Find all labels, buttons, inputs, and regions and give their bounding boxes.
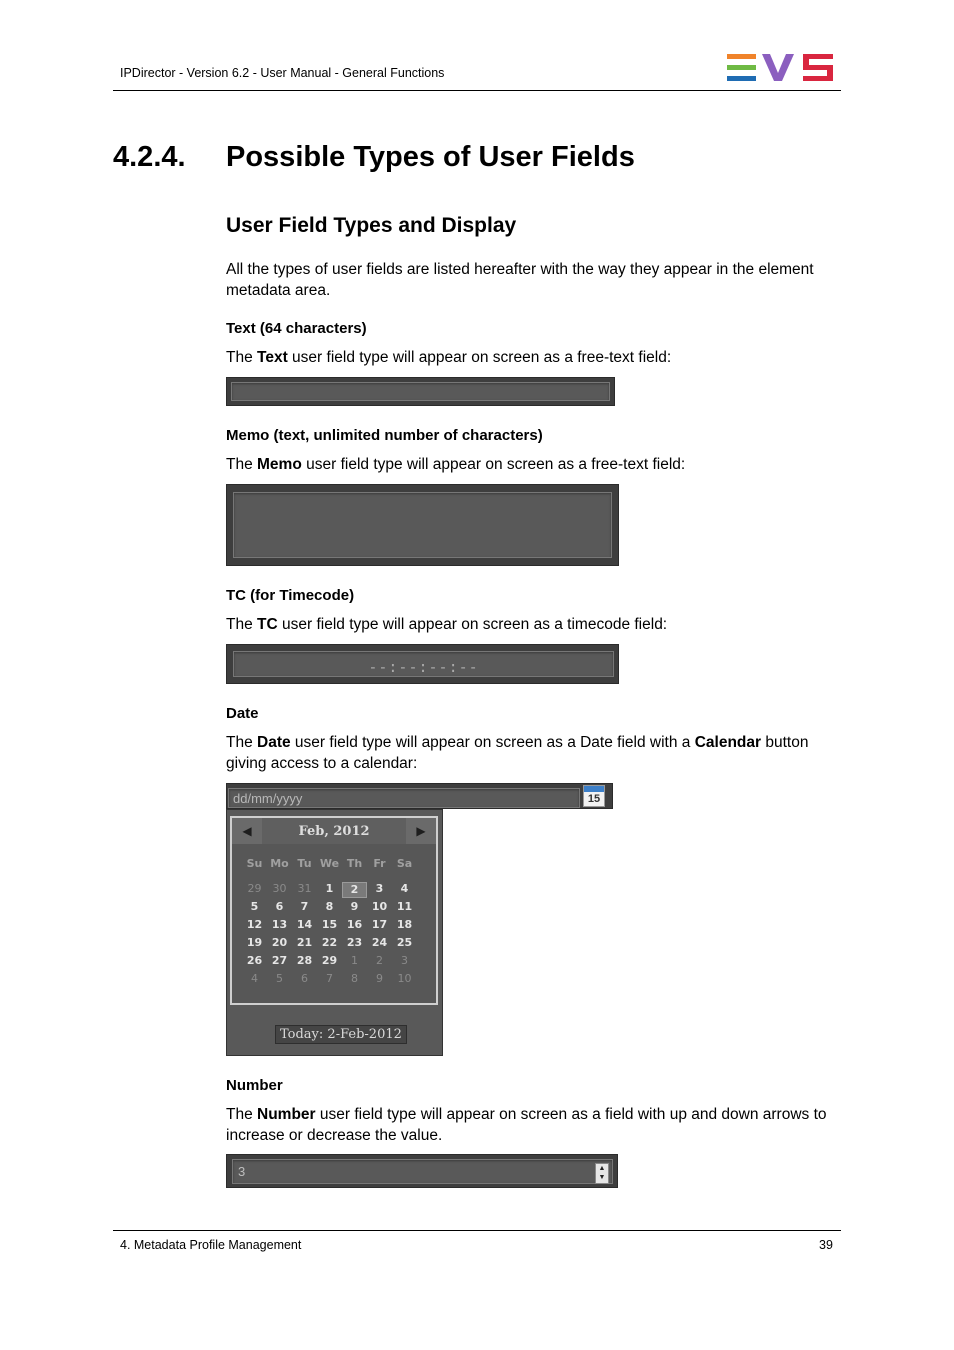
weekday-label: We (319, 857, 340, 870)
calendar-day[interactable]: 19 (246, 936, 263, 949)
date-placeholder: dd/mm/yyyy (233, 791, 303, 806)
calendar-day[interactable]: 8 (351, 972, 358, 985)
calendar-day[interactable]: 15 (321, 918, 338, 931)
header-rule (113, 90, 841, 91)
weekday-label: Fr (373, 857, 386, 870)
calendar-day[interactable]: 7 (300, 900, 309, 913)
timecode-input[interactable] (233, 651, 614, 677)
timecode-value: --:--:--:-- (368, 658, 479, 676)
number-spinner[interactable] (595, 1163, 609, 1184)
calendar-day[interactable]: 10 (371, 900, 388, 913)
footer-rule (113, 1230, 841, 1231)
calendar-day[interactable]: 8 (325, 900, 334, 913)
calendar-day[interactable]: 30 (272, 882, 287, 895)
down-arrow-icon[interactable]: ▼ (598, 1174, 606, 1181)
weekday-label: Su (246, 857, 263, 870)
calendar-day[interactable]: 12 (246, 918, 263, 931)
date-field-heading: Date (226, 705, 259, 722)
calendar-day[interactable]: 3 (401, 954, 408, 967)
calendar-day[interactable]: 5 (250, 900, 259, 913)
section-heading (113, 141, 635, 174)
number-input[interactable] (232, 1159, 613, 1184)
weekday-label: Th (346, 857, 363, 870)
calendar-icon (584, 786, 604, 792)
calendar-header (232, 818, 436, 844)
calendar-day[interactable]: 17 (371, 918, 388, 931)
calendar-icon-number: 15 (587, 793, 601, 805)
calendar-day[interactable]: 18 (396, 918, 413, 931)
tc-field-sample (226, 644, 619, 684)
calendar-button[interactable] (583, 785, 605, 807)
date-field-sample (226, 783, 613, 809)
text-field-heading: Text (64 characters) (226, 320, 367, 337)
calendar-day[interactable]: 6 (275, 900, 284, 913)
number-field-description: The Number user field type will appear on screen as a field with up and down arrows to increase or decrease the value. (226, 1106, 827, 1144)
next-month-button[interactable]: ▶ (406, 818, 436, 844)
number-field-sample (226, 1154, 618, 1188)
tc-field-heading: TC (for Timecode) (226, 587, 355, 604)
date-field-description: The Date user field type will appear on screen as a Date field with a Calendar button giving access to a calendar: (226, 734, 809, 772)
footer-chapter: 4. Metadata Profile Management (120, 1238, 302, 1252)
calendar-day[interactable]: 29 (321, 954, 338, 967)
section-number: 4.2.4. (113, 141, 186, 173)
weekday-label: Sa (396, 857, 413, 870)
calendar-popup (226, 809, 443, 1056)
calendar-day[interactable]: 13 (271, 918, 288, 931)
intro-paragraph: All the types of user fields are listed hereafter with the way they appear in the element metadata area. (226, 261, 814, 299)
running-header: IPDirector - Version 6.2 - User Manual - General Functions (120, 66, 445, 80)
text-input[interactable] (231, 382, 610, 401)
number-value: 3 (238, 1164, 246, 1179)
calendar-day[interactable]: 26 (246, 954, 263, 967)
tc-field-description: The TC user field type will appear on screen as a timecode field: (226, 616, 668, 633)
section-title: Possible Types of User Fields (226, 141, 635, 173)
calendar-day[interactable]: 16 (346, 918, 363, 931)
calendar-day[interactable]: 31 (297, 882, 312, 895)
calendar-day[interactable]: 4 (400, 882, 409, 895)
weekday-label: Mo (270, 857, 289, 870)
up-arrow-icon[interactable]: ▲ (598, 1165, 606, 1172)
calendar-day[interactable]: 29 (247, 882, 262, 895)
calendar-day[interactable]: 3 (375, 882, 384, 895)
calendar-day[interactable]: 10 (397, 972, 412, 985)
calendar-day[interactable]: 2 (342, 882, 367, 898)
memo-textarea[interactable] (233, 492, 612, 558)
calendar-day[interactable]: 1 (351, 954, 358, 967)
calendar-day[interactable]: 9 (376, 972, 383, 985)
subheading: User Field Types and Display (226, 214, 517, 237)
today-button[interactable]: Today: 2-Feb-2012 (275, 1025, 407, 1044)
calendar-day[interactable]: 24 (371, 936, 388, 949)
evs-logo (727, 54, 833, 82)
calendar-day[interactable]: 5 (276, 972, 283, 985)
calendar-day[interactable]: 25 (396, 936, 413, 949)
calendar-day[interactable]: 2 (376, 954, 383, 967)
page-number: 39 (819, 1238, 833, 1252)
text-field-description: The Text user field type will appear on screen as a free-text field: (226, 349, 672, 366)
calendar-day[interactable]: 9 (350, 900, 359, 913)
calendar-day[interactable]: 6 (301, 972, 308, 985)
memo-field-sample (226, 484, 619, 566)
calendar-day[interactable]: 11 (396, 900, 413, 913)
calendar-month-label: Feb, 2012 (298, 824, 370, 839)
weekday-label: Tu (297, 857, 312, 870)
calendar-day[interactable]: 21 (296, 936, 313, 949)
calendar-grid-frame (230, 816, 438, 1005)
calendar-day[interactable]: 14 (296, 918, 313, 931)
memo-field-description: The Memo user field type will appear on screen as a free-text field: (226, 456, 686, 473)
calendar-day[interactable]: 28 (296, 954, 313, 967)
calendar-day[interactable]: 22 (321, 936, 338, 949)
date-input[interactable] (228, 788, 580, 808)
memo-field-heading: Memo (text, unlimited number of characters) (226, 427, 543, 444)
text-field-sample (226, 377, 615, 406)
calendar-day[interactable]: 27 (271, 954, 288, 967)
calendar-day[interactable]: 4 (251, 972, 258, 985)
prev-month-button[interactable]: ◀ (232, 818, 262, 844)
calendar-day[interactable]: 23 (346, 936, 363, 949)
calendar-day[interactable]: 20 (271, 936, 288, 949)
number-field-heading: Number (226, 1077, 283, 1094)
calendar-day[interactable]: 1 (325, 882, 334, 895)
calendar-day[interactable]: 7 (326, 972, 333, 985)
